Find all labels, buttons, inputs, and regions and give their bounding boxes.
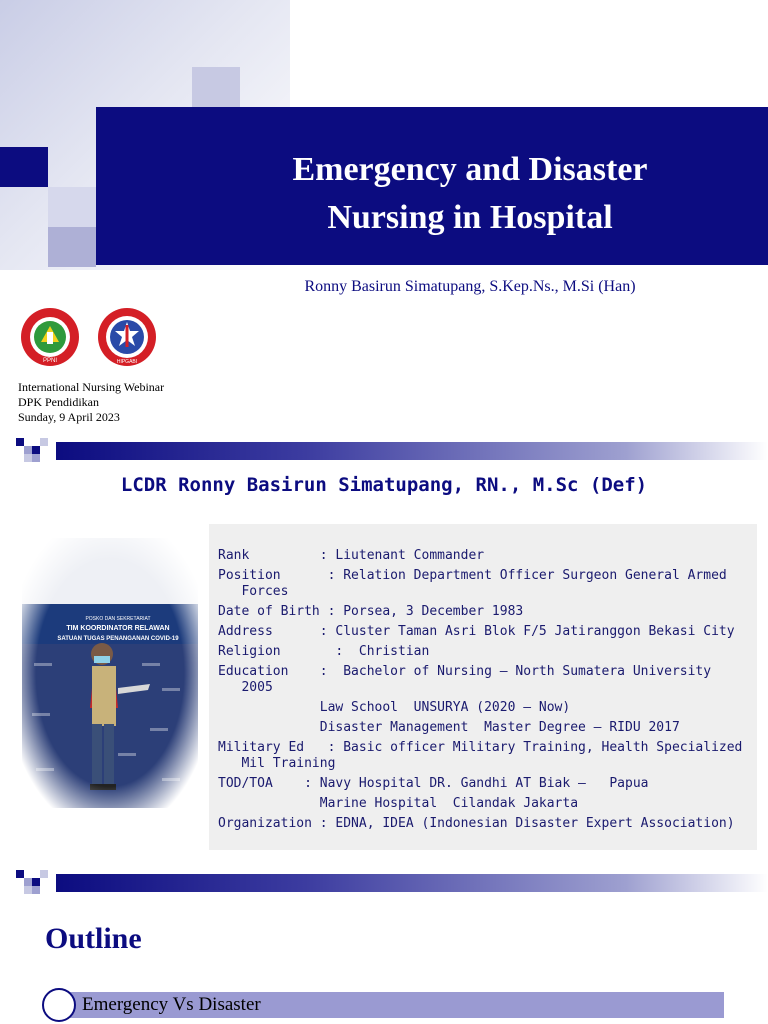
decor-square (24, 446, 32, 454)
decor-square (32, 878, 40, 886)
decor-square (40, 870, 48, 878)
hipgabi-logo-icon (94, 306, 160, 368)
outline-title: Outline (45, 922, 142, 955)
decor-square (24, 878, 32, 886)
title-slide (0, 0, 768, 432)
bio-birth: Date of Birth : Porsea, 3 December 1983 (218, 604, 524, 619)
title-line-2: Nursing in Hospital (327, 199, 613, 236)
bio-rank: Rank : Liutenant Commander (218, 548, 485, 563)
decor-square (24, 454, 32, 462)
profile-slide (0, 434, 768, 860)
decor-square (32, 446, 40, 454)
decor-square (32, 454, 40, 462)
header-strip (56, 442, 768, 460)
ppni-logo-icon (17, 306, 83, 368)
event-line: Sunday, 9 April 2023 (18, 410, 120, 424)
bio-education-cont: 2005 (218, 680, 273, 695)
author-name: Ronny Basirun Simatupang, S.Kep.Ns., M.Si (Han) (304, 278, 636, 295)
bullet-circle-icon (42, 988, 76, 1022)
bio-position: Position : Relation Department Officer Surgeon General Armed (218, 568, 727, 583)
decor-square (16, 870, 24, 878)
bio-education-law: Law School UNSURYA (2020 – Now) (218, 700, 571, 715)
bio-organization: Organization : EDNA, IDEA (Indonesian Disaster Expert Association) (218, 816, 735, 831)
decor-square (0, 147, 48, 187)
decor-square (48, 187, 96, 227)
profile-title: LCDR Ronny Basirun Simatupang, RN., M.Sc (Def) (120, 474, 648, 496)
ppni-logo-text: PPNI (42, 358, 58, 364)
slide-title (170, 146, 768, 242)
bio-religion: Religion : Christian (218, 644, 430, 659)
bio-education-master: Disaster Management Master Degree – RIDU 2017 (218, 720, 680, 735)
decor-square (48, 227, 96, 267)
bio-address: Address : Cluster Taman Asri Blok F/5 Jatiranggon Bekasi City (218, 624, 735, 639)
outline-item: Emergency Vs Disaster (82, 994, 261, 1015)
event-info (18, 380, 164, 425)
event-line: International Nursing Webinar (18, 380, 165, 394)
bio-position-cont: Forces (218, 584, 289, 599)
decor-square (16, 438, 24, 446)
header-strip (56, 874, 768, 892)
bio-tod: TOD/TOA : Navy Hospital DR. Gandhi AT Biak – Papua (218, 776, 649, 791)
outline-slide (0, 862, 768, 1024)
decor-square (24, 886, 32, 894)
decor-square (32, 886, 40, 894)
bio-military-cont: Mil Training (218, 756, 336, 771)
event-line: DPK Pendidikan (18, 395, 99, 409)
bio-military: Military Ed : Basic officer Military Training, Health Specialized (218, 740, 743, 755)
bio-education: Education : Bachelor of Nursing – North Sumatera University (218, 664, 712, 679)
title-line-1: Emergency and Disaster (292, 151, 648, 188)
profile-photo (22, 538, 198, 808)
hipgabi-logo-text: HIPGABI (116, 359, 138, 365)
decor-square (192, 67, 240, 107)
bio-tod-cont: Marine Hospital Cilandak Jakarta (218, 796, 579, 811)
decor-square (40, 438, 48, 446)
